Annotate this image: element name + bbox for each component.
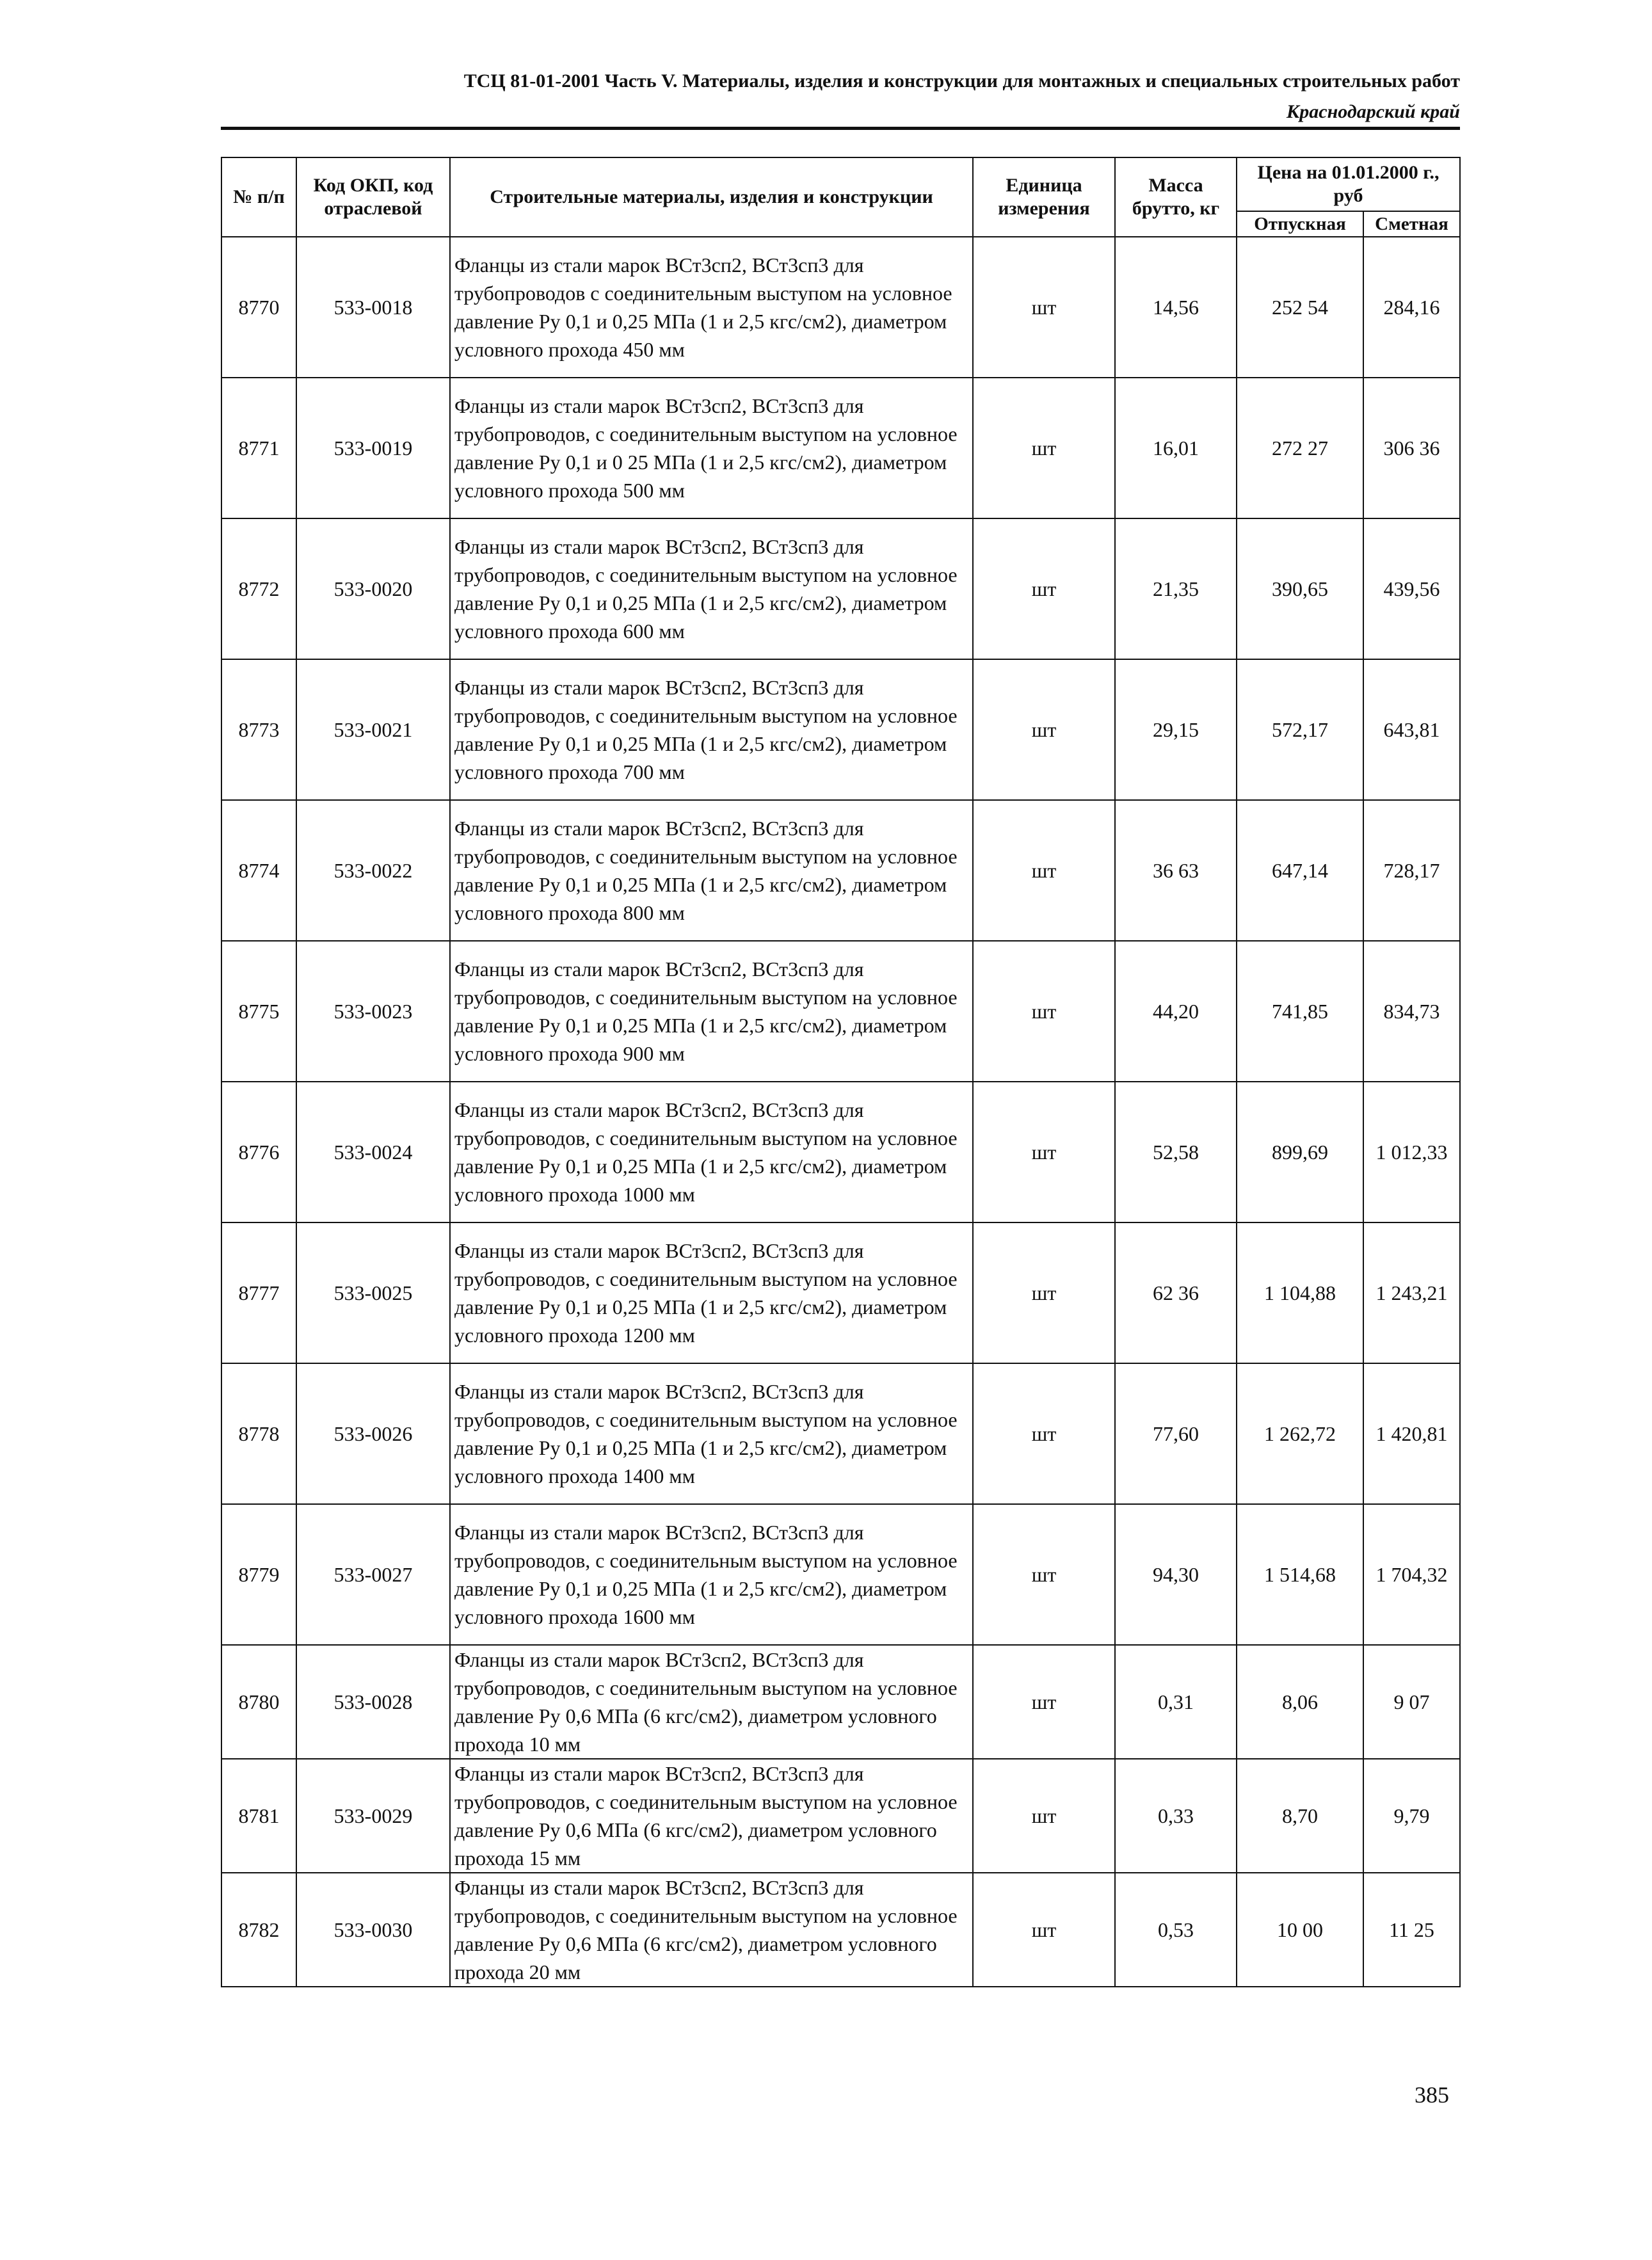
row-mass: 36 63 bbox=[1115, 800, 1237, 941]
row-price-release: 1 514,68 bbox=[1237, 1504, 1363, 1645]
row-mass: 94,30 bbox=[1115, 1504, 1237, 1645]
row-mass: 0,31 bbox=[1115, 1645, 1237, 1759]
row-unit: шт bbox=[973, 1504, 1115, 1645]
row-unit: шт bbox=[973, 518, 1115, 659]
table-row bbox=[221, 1222, 1460, 1363]
row-unit: шт bbox=[973, 1222, 1115, 1363]
row-code: 533-0018 bbox=[296, 237, 450, 378]
header-price-release: Отпускная bbox=[1237, 211, 1363, 237]
row-mass: 0,33 bbox=[1115, 1759, 1237, 1873]
row-code: 533-0020 bbox=[296, 518, 450, 659]
row-description: Фланцы из стали марок ВСт3сп2, ВСт3сп3 для трубопроводов, с соединительным выступом на условное давление Ру 0,1 и 0,25 МПа (1 и 2,5 кгс/см2), диаметром условного прохода 900 мм bbox=[450, 941, 973, 1082]
row-price-release: 899,69 bbox=[1237, 1082, 1363, 1222]
row-description: Фланцы из стали марок ВСт3сп2, ВСт3сп3 для трубопроводов, с соединительным выступом на условное давление Ру 0,1 и 0,25 МПа (1 и 2,5 кгс/см2), диаметром условного прохода 1600 мм bbox=[450, 1504, 973, 1645]
header-code: Код ОКП, код отраслевой bbox=[296, 157, 450, 237]
row-price-release: 572,17 bbox=[1237, 659, 1363, 800]
row-mass: 52,58 bbox=[1115, 1082, 1237, 1222]
table-row bbox=[221, 1082, 1460, 1222]
row-mass: 44,20 bbox=[1115, 941, 1237, 1082]
row-price-release: 272 27 bbox=[1237, 378, 1363, 518]
header-price-estimate: Сметная bbox=[1363, 211, 1460, 237]
row-code: 533-0030 bbox=[296, 1873, 450, 1987]
row-description: Фланцы из стали марок ВСт3сп2, ВСт3сп3 для трубопроводов, с соединительным выступом на условное давление Ру 0,1 и 0,25 МПа (1 и 2,5 кгс/см2), диаметром условного прохода 700 мм bbox=[450, 659, 973, 800]
row-number: 8775 bbox=[221, 941, 296, 1082]
row-code: 533-0023 bbox=[296, 941, 450, 1082]
row-number: 8780 bbox=[221, 1645, 296, 1759]
table-row bbox=[221, 800, 1460, 941]
row-description: Фланцы из стали марок ВСт3сп2, ВСт3сп3 для трубопроводов, с соединительным выступом на условное давление Ру 0,1 и 0,25 МПа (1 и 2,5 кгс/см2), диаметром условного прохода 600 мм bbox=[450, 518, 973, 659]
row-price-estimate: 284,16 bbox=[1363, 237, 1460, 378]
row-price-estimate: 728,17 bbox=[1363, 800, 1460, 941]
row-price-estimate: 1 243,21 bbox=[1363, 1222, 1460, 1363]
table-row bbox=[221, 659, 1460, 800]
row-number: 8771 bbox=[221, 378, 296, 518]
row-mass: 0,53 bbox=[1115, 1873, 1237, 1987]
row-code: 533-0021 bbox=[296, 659, 450, 800]
row-price-estimate: 1 704,32 bbox=[1363, 1504, 1460, 1645]
header-mass: Масса брутто, кг bbox=[1115, 157, 1237, 237]
row-description: Фланцы из стали марок ВСт3сп2, ВСт3сп3 для трубопроводов, с соединительным выступом на условное давление Ру 0,1 и 0,25 МПа (1 и 2,5 кгс/см2), диаметром условного прохода 1000 мм bbox=[450, 1082, 973, 1222]
row-price-release: 252 54 bbox=[1237, 237, 1363, 378]
row-price-release: 10 00 bbox=[1237, 1873, 1363, 1987]
row-number: 8779 bbox=[221, 1504, 296, 1645]
row-mass: 29,15 bbox=[1115, 659, 1237, 800]
row-number: 8781 bbox=[221, 1759, 296, 1873]
header-price-group: Цена на 01.01.2000 г., руб bbox=[1237, 157, 1460, 211]
table-row bbox=[221, 941, 1460, 1082]
price-table bbox=[221, 157, 1461, 1987]
row-unit: шт bbox=[973, 659, 1115, 800]
table-row bbox=[221, 1873, 1460, 1987]
table-row bbox=[221, 1504, 1460, 1645]
row-unit: шт bbox=[973, 800, 1115, 941]
row-code: 533-0028 bbox=[296, 1645, 450, 1759]
row-price-estimate: 11 25 bbox=[1363, 1873, 1460, 1987]
row-number: 8772 bbox=[221, 518, 296, 659]
header-num: № п/п bbox=[221, 157, 296, 237]
row-number: 8777 bbox=[221, 1222, 296, 1363]
row-unit: шт bbox=[973, 1645, 1115, 1759]
row-price-release: 8,70 bbox=[1237, 1759, 1363, 1873]
table-row bbox=[221, 378, 1460, 518]
table-row bbox=[221, 1363, 1460, 1504]
row-description: Фланцы из стали марок ВСт3сп2, ВСт3сп3 для трубопроводов, с соединительным выступом на условное давление Ру 0,6 МПа (6 кгс/см2), диаметром условного прохода 15 мм bbox=[450, 1759, 973, 1873]
row-price-estimate: 9 07 bbox=[1363, 1645, 1460, 1759]
document-title: ТСЦ 81-01-2001 Часть V. Материалы, изделия и конструкции для монтажных и специальных строительных работ bbox=[463, 70, 1460, 92]
table-header-row bbox=[221, 157, 1460, 211]
table-row bbox=[221, 518, 1460, 659]
row-price-estimate: 1 012,33 bbox=[1363, 1082, 1460, 1222]
row-price-release: 1 104,88 bbox=[1237, 1222, 1363, 1363]
table-row bbox=[221, 1645, 1460, 1759]
row-price-release: 8,06 bbox=[1237, 1645, 1363, 1759]
row-number: 8770 bbox=[221, 237, 296, 378]
row-description: Фланцы из стали марок ВСт3сп2, ВСт3сп3 для трубопроводов, с соединительным выступом на условное давление Ру 0,1 и 0 25 МПа (1 и 2,5 кгс/см2), диаметром условного прохода 500 мм bbox=[450, 378, 973, 518]
row-mass: 21,35 bbox=[1115, 518, 1237, 659]
row-price-estimate: 306 36 bbox=[1363, 378, 1460, 518]
row-price-release: 1 262,72 bbox=[1237, 1363, 1363, 1504]
row-price-estimate: 9,79 bbox=[1363, 1759, 1460, 1873]
row-description: Фланцы из стали марок ВСт3сп2, ВСт3сп3 для трубопроводов, с соединительным выступом на условное давление Ру 0,1 и 0,25 МПа (1 и 2,5 кгс/см2), диаметром условного прохода 800 мм bbox=[450, 800, 973, 941]
row-mass: 77,60 bbox=[1115, 1363, 1237, 1504]
row-price-release: 647,14 bbox=[1237, 800, 1363, 941]
row-number: 8778 bbox=[221, 1363, 296, 1504]
row-unit: шт bbox=[973, 1873, 1115, 1987]
row-code: 533-0019 bbox=[296, 378, 450, 518]
header-rule bbox=[221, 127, 1460, 130]
row-code: 533-0027 bbox=[296, 1504, 450, 1645]
table-row bbox=[221, 237, 1460, 378]
header-unit: Единица измерения bbox=[973, 157, 1115, 237]
row-price-estimate: 439,56 bbox=[1363, 518, 1460, 659]
row-code: 533-0026 bbox=[296, 1363, 450, 1504]
row-unit: шт bbox=[973, 237, 1115, 378]
region-label: Краснодарский край bbox=[1286, 101, 1460, 122]
header-name: Строительные материалы, изделия и конструкции bbox=[450, 157, 973, 237]
page-number: 385 bbox=[1415, 2082, 1449, 2108]
row-number: 8773 bbox=[221, 659, 296, 800]
row-price-release: 741,85 bbox=[1237, 941, 1363, 1082]
row-unit: шт bbox=[973, 378, 1115, 518]
row-unit: шт bbox=[973, 941, 1115, 1082]
row-unit: шт bbox=[973, 1363, 1115, 1504]
row-price-estimate: 643,81 bbox=[1363, 659, 1460, 800]
row-number: 8782 bbox=[221, 1873, 296, 1987]
row-mass: 16,01 bbox=[1115, 378, 1237, 518]
row-number: 8774 bbox=[221, 800, 296, 941]
row-mass: 14,56 bbox=[1115, 237, 1237, 378]
row-description: Фланцы из стали марок ВСт3сп2, ВСт3сп3 для трубопроводов, с соединительным выступом на условное давление Ру 0,6 МПа (6 кгс/см2), диаметром условного прохода 10 мм bbox=[450, 1645, 973, 1759]
row-code: 533-0022 bbox=[296, 800, 450, 941]
row-price-estimate: 834,73 bbox=[1363, 941, 1460, 1082]
row-description: Фланцы из стали марок ВСт3сп2, ВСт3сп3 для трубопроводов, с соединительным выступом на условное давление Ру 0,6 МПа (6 кгс/см2), диаметром условного прохода 20 мм bbox=[450, 1873, 973, 1987]
row-description: Фланцы из стали марок ВСт3сп2, ВСт3сп3 для трубопроводов с соединительным выступом на условное давление Ру 0,1 и 0,25 МПа (1 и 2,5 кгс/см2), диаметром условного прохода 450 мм bbox=[450, 237, 973, 378]
row-description: Фланцы из стали марок ВСт3сп2, ВСт3сп3 для трубопроводов, с соединительным выступом на условное давление Ру 0,1 и 0,25 МПа (1 и 2,5 кгс/см2), диаметром условного прохода 1400 мм bbox=[450, 1363, 973, 1504]
row-unit: шт bbox=[973, 1082, 1115, 1222]
row-unit: шт bbox=[973, 1759, 1115, 1873]
table-row bbox=[221, 1759, 1460, 1873]
row-price-release: 390,65 bbox=[1237, 518, 1363, 659]
row-code: 533-0029 bbox=[296, 1759, 450, 1873]
row-code: 533-0024 bbox=[296, 1082, 450, 1222]
row-description: Фланцы из стали марок ВСт3сп2, ВСт3сп3 для трубопроводов, с соединительным выступом на условное давление Ру 0,1 и 0,25 МПа (1 и 2,5 кгс/см2), диаметром условного прохода 1200 мм bbox=[450, 1222, 973, 1363]
row-number: 8776 bbox=[221, 1082, 296, 1222]
row-price-estimate: 1 420,81 bbox=[1363, 1363, 1460, 1504]
row-code: 533-0025 bbox=[296, 1222, 450, 1363]
row-mass: 62 36 bbox=[1115, 1222, 1237, 1363]
